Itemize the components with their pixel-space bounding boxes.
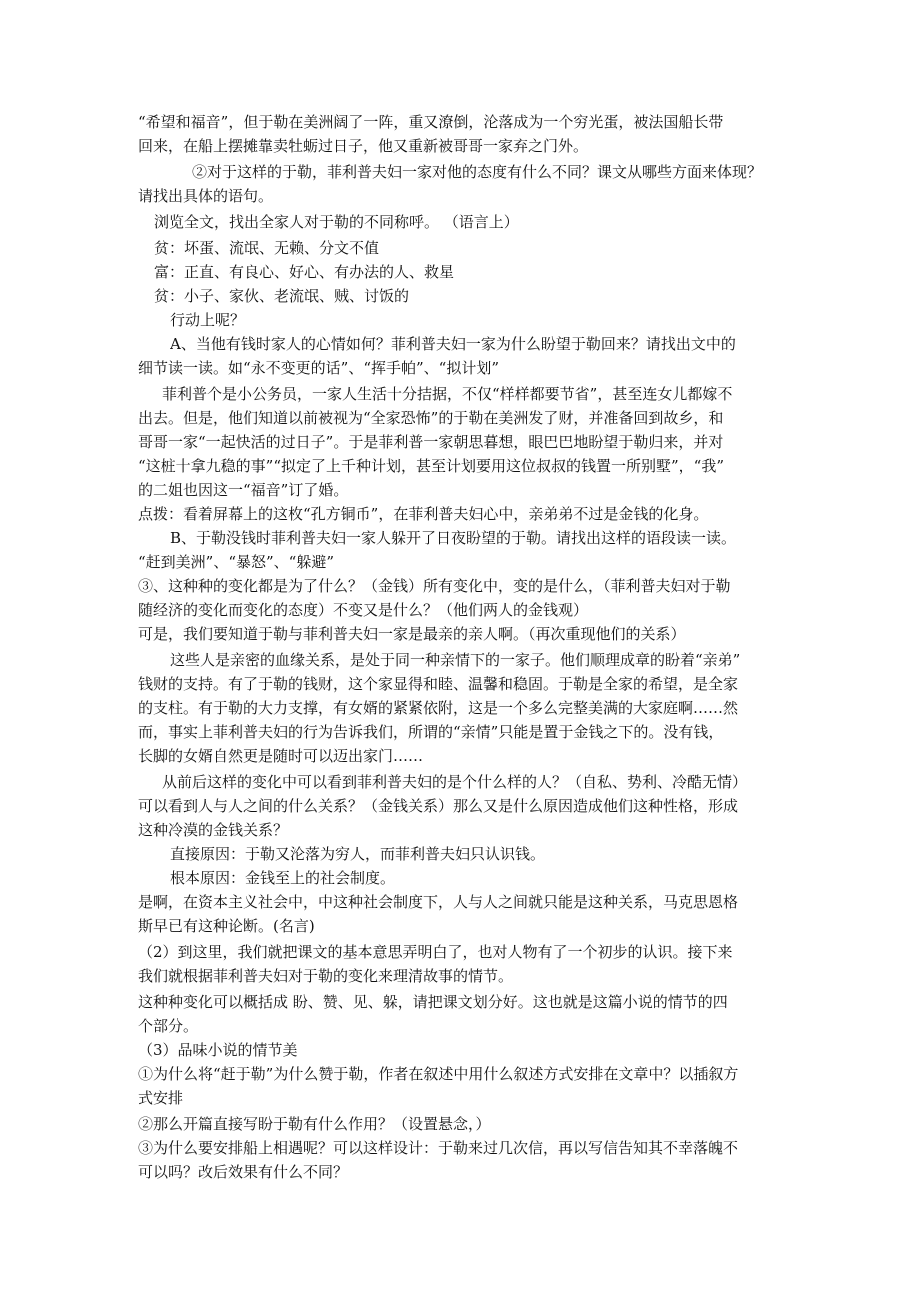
text-line: ②那么开篇直接写盼于勒有什么作用？（设置悬念，）: [138, 1115, 491, 1133]
text-line: 根本原因：金钱至上的社会制度。: [170, 869, 396, 887]
text-line: 行动上呢？: [170, 311, 246, 329]
text-line: 哥哥一家“一起快活的过日子”。于是菲利普一家朝思暮想，眼巴巴地盼望于勒归来，并对: [138, 433, 724, 451]
text-line: （2）到这里，我们就把课文的基本意思弄明白了，也对人物有了一个初步的认识。接下来: [138, 943, 733, 961]
text-line: “这桩十拿九稳的事”“拟定了上千种计划，甚至计划要用这位叔叔的钱置一所别墅”，“我”: [138, 457, 725, 475]
text-line: 请找出具体的语句。: [138, 187, 274, 205]
text-line: 个部分。: [138, 1017, 199, 1035]
text-line: （3）品味小说的情节美: [138, 1041, 298, 1059]
text-line: 长脚的女婿自然更是随时可以迈出家门……: [138, 747, 424, 765]
text-line: B、于勒没钱时菲利普夫妇一家人躲开了日夜盼望的于勒。请找出这样的语段读一读。: [170, 529, 737, 547]
text-line: 从前后这样的变化中可以看到菲利普夫妇的是个什么样的人？（自私、势利、冷酷无情）: [162, 773, 748, 791]
text-line: 我们就根据菲利普夫妇对于勒的变化来理清故事的情节。: [138, 967, 514, 985]
text-line: 的支柱。有于勒的大力支撑，有女婿的紧紧依附，这是一个多么完整美满的大家庭啊……然: [138, 699, 739, 717]
text-line: 富：正直、有良心、好心、有办法的人、救星: [154, 263, 455, 281]
text-line: ①为什么将“赶于勒”为什么赞于勒，作者在叙述中用什么叙述方式安排在文章中？以插叙方: [138, 1065, 739, 1083]
text-line: 贫：坏蛋、流氓、无赖、分文不值: [154, 239, 380, 257]
text-line: “赶到美洲”、“暴怒”、“躲避”: [138, 553, 335, 571]
text-line: 这些人是亲密的血缘关系，是处于同一种亲情下的一家子。他们顺理成章的盼着“亲弟”: [170, 651, 741, 669]
text-line: 可以吗？改后效果有什么不同？: [138, 1163, 349, 1181]
text-line: 可以看到人与人之间的什么关系？（金钱关系）那么又是什么原因造成他们这种性格，形成: [138, 797, 739, 815]
text-line: ③为什么要安排船上相遇呢？可以这样设计：于勒来过几次信，再以写信告知其不幸落魄不: [138, 1139, 739, 1157]
text-line: 直接原因：于勒又沦落为穷人，而菲利普夫妇只认识钱。: [170, 845, 546, 863]
text-line: 浏览全文，找出全家人对于勒的不同称呼。 （语言上）: [154, 213, 519, 231]
text-line: 点拨：看着屏幕上的这枚“孔方铜币”，在菲利普夫妇心中，亲弟弟不过是金钱的化身。: [138, 505, 709, 523]
text-line: 钱财的支持。有了于勒的钱财，这个家显得和睦、温馨和稳固。于勒是全家的希望，是全家: [138, 675, 739, 693]
text-line: 可是，我们要知道于勒与菲利普夫妇一家是最亲的亲人啊。（再次重现他们的关系）: [138, 625, 686, 643]
text-line: 菲利普个是小公务员，一家人生活十分拮据，不仅“样样都要节省”，甚至连女儿都嫁不: [162, 385, 733, 403]
text-line: 贫：小子、家伙、老流氓、贼、讨饭的: [154, 287, 410, 305]
text-line: ③、这种种的变化都是为了什么？（金钱）所有变化中，变的是什么，（菲利普夫妇对于勒: [138, 577, 731, 595]
text-line: 是啊，在资本主义社会中，中这种社会制度下，人与人之间就只能是这种关系，马克思恩格: [138, 893, 739, 911]
text-line: ②对于这样的于勒，菲利普夫妇一家对他的态度有什么不同？课文从哪些方面来体现？: [192, 163, 763, 181]
text-line: 而，事实上菲利普夫妇的行为告诉我们，所谓的“亲情”只能是置于金钱之下的。没有钱，: [138, 723, 724, 741]
text-line: “希望和福音”，但于勒在美洲阔了一阵，重又潦倒，沦落成为一个穷光蛋，被法国船长带: [138, 113, 724, 131]
text-line: A、当他有钱时家人的心情如何？菲利普夫妇一家为什么盼望于勒回来？请找出文中的: [170, 335, 736, 353]
text-line: 式安排: [138, 1089, 184, 1107]
text-line: 斯早已有这种论断。(名言): [138, 917, 315, 935]
text-line: 随经济的变化而变化的态度）不变又是什么？（他们两人的金钱观）: [138, 601, 589, 619]
text-line: 细节读一读。如“永不变更的话”、“挥手帕”、“拟计划”: [138, 359, 500, 377]
text-line: 回来，在船上摆摊靠卖牡蛎过日子，他又重新被哥哥一家弃之门外。: [138, 137, 589, 155]
text-line: 这种冷漠的金钱关系？: [138, 821, 289, 839]
text-line: 出去。但是，他们知道以前被视为“全家恐怖”的于勒在美洲发了财，并准备回到故乡，和: [138, 409, 724, 427]
text-line: 的二姐也因这一“福音”订了婚。: [138, 481, 349, 499]
text-line: 这种种变化可以概括成 盼、赞、见、躲，请把课文划分好。这也就是这篇小说的情节的四: [138, 993, 728, 1011]
